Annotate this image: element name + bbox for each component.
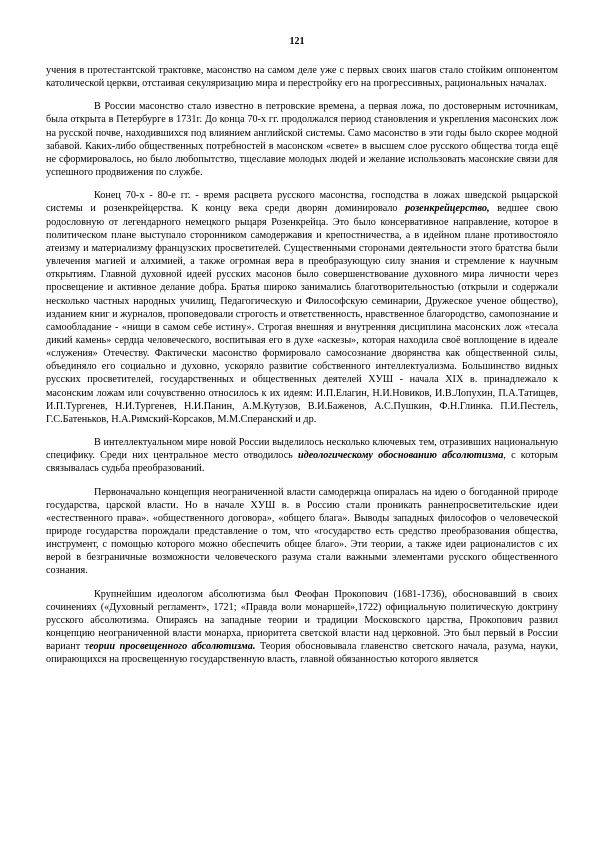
- emphasized-term: еории просвещенного абсолютизма.: [89, 641, 256, 653]
- paragraph: [46, 436, 558, 475]
- paragraph-text: ведшее свою родословную от легендарного немецкого рыцаря Розенкрейца. Это было консервативное направление, которое в политическом плане выступало сторонником самодержавия и крепостничества, а в идейном плане противостояло атеизму и материализму французских просветителей. Существенными сторонами деятельности этого братства были увлечения магией и алхимией, а также огромная вера в преобразующую силу знания и стремление к научным открытиям. Главной духовной идеей русских масонов было совершенствование духовного мира личности через просвещение и активное делание добра. Братья широко занимались благотворительностью (открыли и содержали несколько частных народных училищ, Педагогическую и Философскую семинарии, Дружеское ученое общество), изданием книг и журналов, проповедовали строгость и ответственность, нравственное благородство, самопознание и самообладание - «нищи в самом себе истину». Строгая внешняя и внутренняя дисциплина масонских лож «тесала дикий камень» сердца человеческого, воспитывая его в духе «аскезы», которая находила своё воплощение в идеале «служения» Отечеству. Фактически масонство формировало самосознание дворянства как общественной силы, объединяло его социально и духовно, ускоряло развитие собственного интеллектуализма. Большинство видных русских просветителей, государственных и общественных деятелей ХУШ - начала XIX в. принадлежало к масонским ложам или сочувственно относилось к их идеям: И.П.Елагин, Н.И.Новиков, И.В.Лопухин, П.А.Татищев, И.П.Тургенев, Н.И.Тургенев, Н.И.Панин, А.М.Кутузов, В.И.Баженов, А.С.Пушкин, Ф.Н.Глинка. П.И.Пестель, Г.С.Батеньков, Н.А.Римский-Корсаков, М.М.Сперанский и др.: [46, 203, 558, 425]
- paragraph-text: учения в протестантской трактовке, масонство на самом деле уже с первых своих шагов стало стойким оппонентом католической церкви, отстаивая секуляризацию мира и перестройку его на прогрессивных, рациональных началах.: [46, 65, 558, 90]
- paragraph-text: Теория обосновывала главенство светского начала, разума, науки, опирающихся на просвещенную государственную власть, главной обязанностью которого является: [46, 641, 558, 666]
- paragraph: [46, 588, 558, 667]
- paragraph-text: В России масонство стало известно в петровские времена, а первая ложа, по достоверным источникам, была открыта в Петербурге в 1731г. До конца 70-х гг. продолжался период становления и укрепления масонских лож на русской почве, находившихся под влиянием английской системы. Само масонство в эти годы было скорее модной забавой. Каких-либо общественных потребностей в масонском «свете» в высшем слое русского общества тогда ещё не сформировалось, но было любопытство, тщеславие молодых людей и желание использовать масонские связи для успешного продвижения по службе.: [46, 101, 558, 179]
- paragraph-text: Крупнейшим идеологом абсолютизма был Феофан Прокопович (1681-1736), обосновавший в своих сочинениях («Духовный регламент», 1721; «Правда воли монаршей»,1722) официальную политическую доктрину русского абсолютизма. Опираясь на западные теории и традиции Московского царства, Прокопович развил концепцию неограниченной власти монарха, приоритета светской власти над церковной. Это был первый в России вариант т: [46, 588, 558, 653]
- paragraph: [46, 486, 558, 578]
- page-body: [46, 64, 558, 667]
- paragraph-text: В интеллектуальном мире новой России выделилось несколько ключевых тем, отразивших национальную специфику. Среди них центральное место отводилось: [46, 437, 558, 462]
- paragraph-text: Первоначально концепция неограниченной власти самодержца опиралась на идею о богоданной природе государства, царской власти. Но в начале ХУШ в. в Россию стали проникать раннепросветительские идеи «естественного права». «общественного договора», «общего блага». Выводы западных философов о человеческой природе государства порождали представление о том, что «государство есть средство преобразования общества, инструмент, с помощью которого можно обеспечить общее благо». Эти теории, а также идеи рационалистов с их верой в безграничные возможности человеческого разума стали важными элементами русского общественного сознания.: [46, 486, 558, 577]
- paragraph: [46, 189, 558, 426]
- emphasized-term: идеологическому обоснованию абсолютизма: [298, 450, 504, 462]
- paragraph-text: Конец 70-х - 80-е гг. - время расцвета русского масонства, господства в ложах шведской рыцарской системы и розенкрейцерства. К концу века среди дворян доминировало: [46, 190, 558, 215]
- paragraph: [46, 100, 558, 179]
- page-number: 121: [289, 36, 305, 47]
- paragraph-text: , с которым связывалась судьба преобразований.: [46, 450, 558, 475]
- paragraph: [46, 64, 558, 90]
- emphasized-term: розенкрейцерство,: [405, 203, 490, 215]
